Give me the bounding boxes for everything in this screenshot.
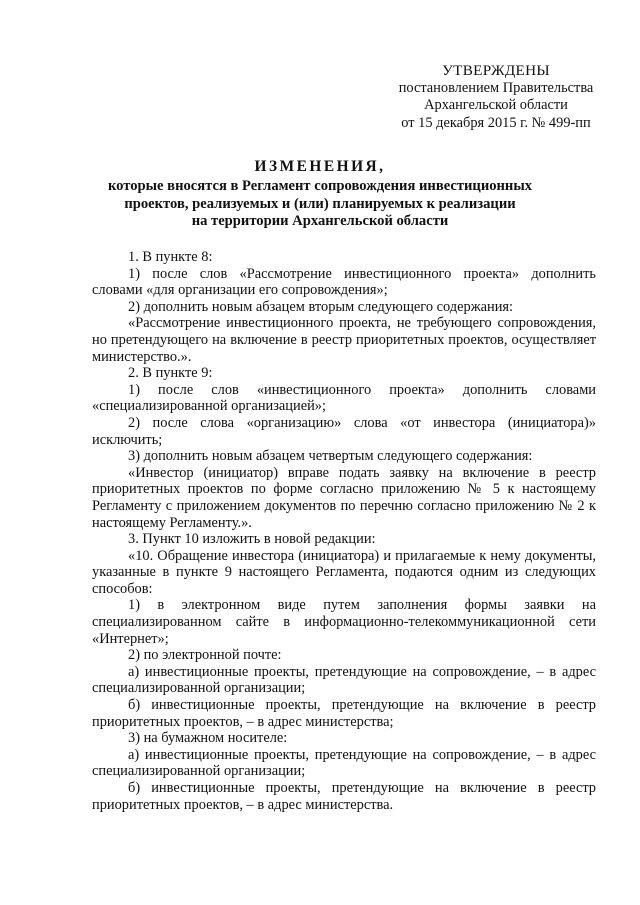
paragraph: 2. В пункте 9: xyxy=(128,365,213,382)
paragraph: 1) после слов «инвестиционного проекта» дополнить словами «специализированной организацией»; xyxy=(92,381,596,415)
paragraph: 2) дополнить новым абзацем вторым следующего содержания: xyxy=(128,298,514,315)
paragraph: «Инвестор (инициатор) вправе подать заявку на включение в реестр приоритетных проектов по форме согласно приложению № 5 к настоящему Регламенту с приложением документов по перечню согласно приложению № 2 к настоящему Регламенту.». xyxy=(92,464,596,531)
paragraph: 1) после слов «Рассмотрение инвестиционного проекта» дополнить словами «для организации его сопровождения»; xyxy=(92,265,596,299)
approval-line: Архангельской области xyxy=(424,97,568,114)
paragraph: 2) после слова «организацию» слова «от инвестора (инициатора)» исключить; xyxy=(92,414,596,448)
approval-line: постановлением Правительства xyxy=(398,79,594,96)
document-subtitle-line: проектов, реализуемых и (или) планируемых к реализации xyxy=(124,195,516,212)
document-heading xyxy=(56,158,584,231)
approval-title: УТВЕРЖДЕНЫ xyxy=(442,62,550,79)
paragraph: 3) дополнить новым абзацем четвертым следующего содержания: xyxy=(128,448,533,465)
paragraph: 3. Пункт 10 изложить в новой редакции: xyxy=(128,531,376,548)
paragraph: а) инвестиционные проекты, претендующие на сопровождение, – в адрес специализированной организации; xyxy=(92,663,596,697)
paragraph: 3) на бумажном носителе: xyxy=(128,730,288,747)
approval-line: от 15 декабря 2015 г. № 499-пп xyxy=(401,114,591,131)
paragraph: а) инвестиционные проекты, претендующие на сопровождение, – в адрес специализированной организации; xyxy=(92,746,596,780)
document-subtitle-line: на территории Архангельской области xyxy=(191,213,449,230)
paragraph: 1. В пункте 8: xyxy=(128,249,213,265)
paragraph: б) инвестиционные проекты, претендующие на включение в реестр приоритетных проектов, – в адрес министерства; xyxy=(92,697,596,730)
paragraph: б) инвестиционные проекты, претендующие на включение в реестр приоритетных проектов, – в адрес министерства. xyxy=(92,780,596,813)
paragraph: 2) по электронной почте: xyxy=(128,647,282,664)
document-subtitle-line: которые вносятся в Регламент сопровождения инвестиционных xyxy=(107,178,533,195)
paragraph: «10. Обращение инвестора (инициатора) и прилагаемые к нему документы, указанные в пункте 9 настоящего Регламента, подаются одним из следующих способов: xyxy=(92,547,596,597)
paragraph: «Рассмотрение инвестиционного проекта, не требующего сопровождения, но претендующего на включение в реестр приоритетных проектов, осуществляет министерство.». xyxy=(92,315,596,365)
paragraph: 1) в электронном виде путем заполнения формы заявки на специализированном сайте в информационно-телекоммуникационной сети «Интернет»; xyxy=(92,597,596,647)
document-body xyxy=(92,249,596,813)
document-title: ИЗМЕНЕНИЯ, xyxy=(254,158,386,175)
approval-stamp xyxy=(386,62,606,132)
